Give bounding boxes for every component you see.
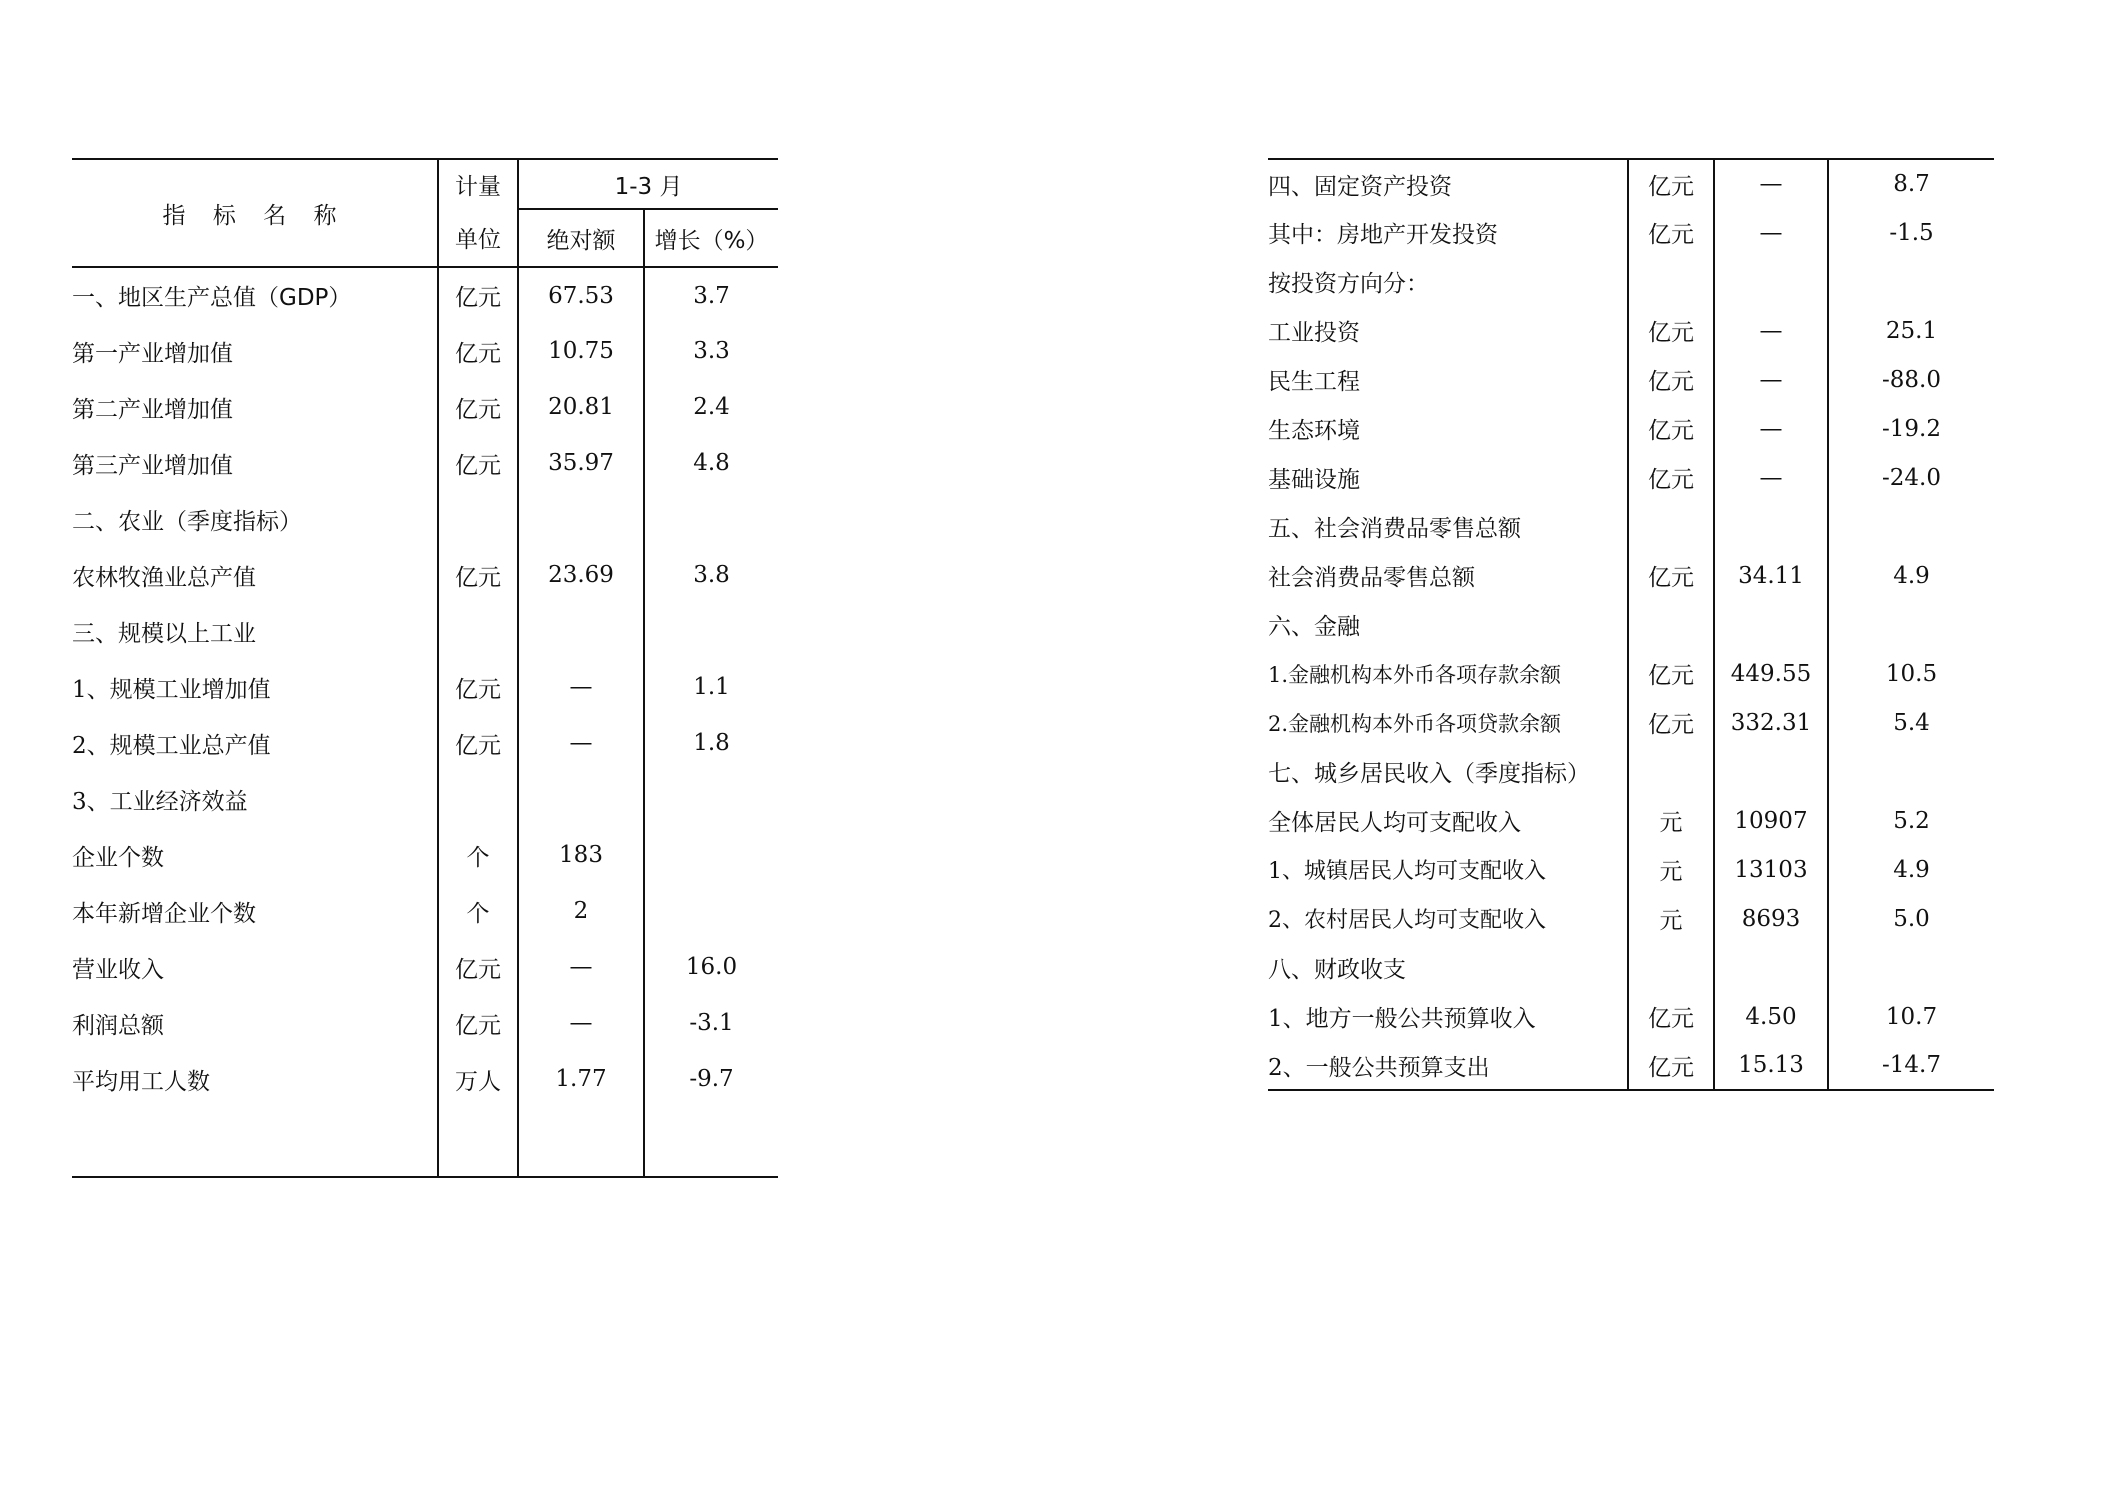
row-unit: 元	[1628, 845, 1714, 894]
table-row	[72, 267, 778, 323]
header-growth: 增长（%）	[644, 209, 778, 267]
row-name: 本年新增企业个数	[72, 900, 256, 927]
table-row-section	[1268, 502, 1994, 551]
row-name: 2、规模工业总产值	[72, 732, 271, 759]
row-absolute: 1.77	[518, 1051, 644, 1107]
row-unit	[1628, 747, 1714, 796]
table-row-section	[72, 603, 778, 659]
row-name: 2、农村居民人均可支配收入	[1268, 908, 1546, 933]
row-growth: 5.2	[1828, 796, 1994, 845]
row-absolute	[518, 491, 644, 547]
row-absolute: —	[518, 995, 644, 1051]
section-name: 四、固定资产投资	[1268, 173, 1452, 200]
table-row	[1268, 649, 1994, 698]
table-row	[1268, 355, 1994, 404]
row-name: 其中：房地产开发投资	[1268, 222, 1498, 248]
row-unit: 亿元	[438, 995, 518, 1051]
row-growth: -24.0	[1828, 453, 1994, 502]
row-unit: 亿元	[1628, 404, 1714, 453]
row-absolute: 8693	[1714, 894, 1828, 943]
row-name: 1、地方一般公共预算收入	[1268, 1006, 1536, 1032]
row-absolute: —	[518, 659, 644, 715]
row-unit: 亿元	[1628, 355, 1714, 404]
table-row-section	[1268, 943, 1994, 992]
row-unit: 个	[438, 883, 518, 939]
row-name: 第二产业增加值	[72, 396, 233, 423]
row-unit: 亿元	[1628, 1041, 1714, 1090]
row-growth: 3.8	[644, 547, 778, 603]
section-name: 六、金融	[1268, 614, 1360, 640]
row-absolute: —	[1714, 404, 1828, 453]
row-name: 一、地区生产总值（GDP）	[72, 285, 352, 311]
row-absolute: 332.31	[1714, 698, 1828, 747]
row-name: 企业个数	[72, 844, 164, 871]
row-name: 3、工业经济效益	[72, 788, 248, 815]
row-unit	[1628, 257, 1714, 306]
row-absolute	[1714, 943, 1828, 992]
table-row	[1268, 257, 1994, 306]
row-growth: -1.5	[1828, 208, 1994, 257]
row-name: 2.金融机构本外币各项贷款余额	[1268, 711, 1562, 736]
row-unit: 亿元	[1628, 453, 1714, 502]
row-name: 民生工程	[1268, 369, 1360, 395]
row-unit: 亿元	[438, 939, 518, 995]
table-row	[72, 379, 778, 435]
row-growth: 1.1	[644, 659, 778, 715]
row-growth: 1.8	[644, 715, 778, 771]
row-unit: 元	[1628, 796, 1714, 845]
row-unit: 亿元	[1628, 208, 1714, 257]
row-unit	[1628, 600, 1714, 649]
row-absolute	[1714, 747, 1828, 796]
table-row	[72, 883, 778, 939]
table-row	[1268, 698, 1994, 747]
table-row	[1268, 992, 1994, 1041]
row-name: 第一产业增加值	[72, 340, 233, 367]
table-row	[72, 995, 778, 1051]
row-absolute: 67.53	[518, 267, 644, 323]
empty-cell	[644, 1107, 778, 1177]
row-growth: -19.2	[1828, 404, 1994, 453]
row-absolute	[518, 771, 644, 827]
row-absolute: 35.97	[518, 435, 644, 491]
row-absolute: —	[1714, 208, 1828, 257]
table-row	[1268, 1041, 1994, 1090]
row-name: 利润总额	[72, 1012, 164, 1039]
table-row-section	[72, 491, 778, 547]
table-row	[72, 1051, 778, 1107]
row-unit	[438, 603, 518, 659]
row-absolute: 4.50	[1714, 992, 1828, 1041]
row-unit: 亿元	[438, 659, 518, 715]
table-row	[72, 435, 778, 491]
section-name: 七、城乡居民收入（季度指标）	[1268, 761, 1590, 787]
row-name: 第三产业增加值	[72, 452, 233, 479]
header-unit-line1: 计量	[438, 159, 518, 209]
row-unit: 亿元	[438, 323, 518, 379]
row-growth: 4.9	[1828, 845, 1994, 894]
row-growth: 5.4	[1828, 698, 1994, 747]
row-name: 社会消费品零售总额	[1268, 565, 1475, 591]
row-name: 按投资方向分：	[1268, 271, 1429, 297]
row-growth	[1828, 257, 1994, 306]
row-growth	[1828, 747, 1994, 796]
row-absolute: —	[518, 939, 644, 995]
row-absolute: 10.75	[518, 323, 644, 379]
table-row	[1268, 845, 1994, 894]
row-name: 1、规模工业增加值	[72, 676, 271, 703]
table-row	[72, 547, 778, 603]
row-growth	[1828, 943, 1994, 992]
row-name: 2、一般公共预算支出	[1268, 1054, 1490, 1081]
row-growth	[644, 491, 778, 547]
row-growth	[644, 771, 778, 827]
section-name: 二、农业（季度指标）	[72, 508, 302, 535]
row-name: 平均用工人数	[72, 1068, 210, 1095]
row-unit: 元	[1628, 894, 1714, 943]
row-growth: -14.7	[1828, 1041, 1994, 1090]
row-growth: 10.5	[1828, 649, 1994, 698]
row-growth	[1828, 502, 1994, 551]
row-name: 生态环境	[1268, 418, 1360, 444]
row-name: 1、城镇居民人均可支配收入	[1268, 859, 1546, 884]
table-row	[72, 939, 778, 995]
table-row	[1268, 453, 1994, 502]
row-unit: 亿元	[1628, 159, 1714, 208]
row-absolute	[518, 603, 644, 659]
row-absolute: 13103	[1714, 845, 1828, 894]
row-unit	[1628, 943, 1714, 992]
row-growth: 25.1	[1828, 306, 1994, 355]
row-absolute: —	[518, 715, 644, 771]
row-unit: 个	[438, 827, 518, 883]
header-unit-line2: 单位	[438, 209, 518, 267]
header-indicator-name: 指 标 名 称	[72, 159, 438, 267]
table-row	[72, 659, 778, 715]
row-growth: 10.7	[1828, 992, 1994, 1041]
table-row	[1268, 404, 1994, 453]
row-absolute: —	[1714, 306, 1828, 355]
row-unit: 亿元	[1628, 649, 1714, 698]
row-growth: -88.0	[1828, 355, 1994, 404]
row-unit: 亿元	[438, 547, 518, 603]
row-unit: 亿元	[1628, 992, 1714, 1041]
row-absolute: 10907	[1714, 796, 1828, 845]
table-row	[72, 323, 778, 379]
statistics-table-left	[72, 158, 778, 1178]
header-period: 1-3 月	[518, 159, 778, 209]
row-unit: 亿元	[1628, 698, 1714, 747]
section-name: 五、社会消费品零售总额	[1268, 516, 1521, 542]
table-row	[72, 827, 778, 883]
header-absolute: 绝对额	[518, 209, 644, 267]
row-unit: 亿元	[1628, 551, 1714, 600]
row-unit: 万人	[438, 1051, 518, 1107]
row-unit: 亿元	[438, 435, 518, 491]
table-row	[1268, 796, 1994, 845]
section-name: 八、财政收支	[1268, 957, 1406, 983]
row-growth	[644, 827, 778, 883]
row-name: 全体居民人均可支配收入	[1268, 810, 1521, 836]
table-row-empty	[72, 1107, 778, 1177]
row-growth: -9.7	[644, 1051, 778, 1107]
row-name: 基础设施	[1268, 467, 1360, 493]
table-row	[72, 771, 778, 827]
table-row	[1268, 306, 1994, 355]
statistics-table-right	[1268, 158, 1994, 1091]
row-absolute: 34.11	[1714, 551, 1828, 600]
row-growth: 5.0	[1828, 894, 1994, 943]
row-name: 工业投资	[1268, 320, 1360, 346]
row-name: 农林牧渔业总产值	[72, 564, 256, 591]
row-absolute	[1714, 502, 1828, 551]
row-unit: 亿元	[438, 715, 518, 771]
table-row-section	[1268, 747, 1994, 796]
row-growth: 4.8	[644, 435, 778, 491]
row-absolute: 23.69	[518, 547, 644, 603]
row-absolute	[1714, 257, 1828, 306]
row-growth: 16.0	[644, 939, 778, 995]
table-row	[1268, 894, 1994, 943]
row-growth	[644, 603, 778, 659]
row-growth: 3.7	[644, 267, 778, 323]
row-unit	[438, 491, 518, 547]
row-growth	[644, 883, 778, 939]
row-unit	[1628, 502, 1714, 551]
row-absolute: —	[1714, 453, 1828, 502]
row-absolute: —	[1714, 355, 1828, 404]
row-unit: 亿元	[1628, 306, 1714, 355]
row-growth	[1828, 600, 1994, 649]
table-row-section	[1268, 159, 1994, 208]
row-absolute	[1714, 600, 1828, 649]
table-row-section	[1268, 600, 1994, 649]
row-name: 营业收入	[72, 956, 164, 983]
row-growth: -3.1	[644, 995, 778, 1051]
row-absolute: 449.55	[1714, 649, 1828, 698]
row-growth: 4.9	[1828, 551, 1994, 600]
table-row	[1268, 208, 1994, 257]
section-name: 三、规模以上工业	[72, 620, 256, 647]
row-growth: 2.4	[644, 379, 778, 435]
row-unit: 亿元	[438, 379, 518, 435]
row-growth: 8.7	[1828, 159, 1994, 208]
row-unit	[438, 771, 518, 827]
row-growth: 3.3	[644, 323, 778, 379]
row-name: 1.金融机构本外币各项存款余额	[1268, 662, 1562, 687]
table-row	[72, 715, 778, 771]
row-absolute: 2	[518, 883, 644, 939]
row-absolute: 15.13	[1714, 1041, 1828, 1090]
row-absolute: 183	[518, 827, 644, 883]
row-unit: 亿元	[438, 267, 518, 323]
table-row	[1268, 551, 1994, 600]
row-absolute: —	[1714, 159, 1828, 208]
empty-cell	[518, 1107, 644, 1177]
empty-cell	[438, 1107, 518, 1177]
empty-cell	[72, 1107, 438, 1177]
row-absolute: 20.81	[518, 379, 644, 435]
